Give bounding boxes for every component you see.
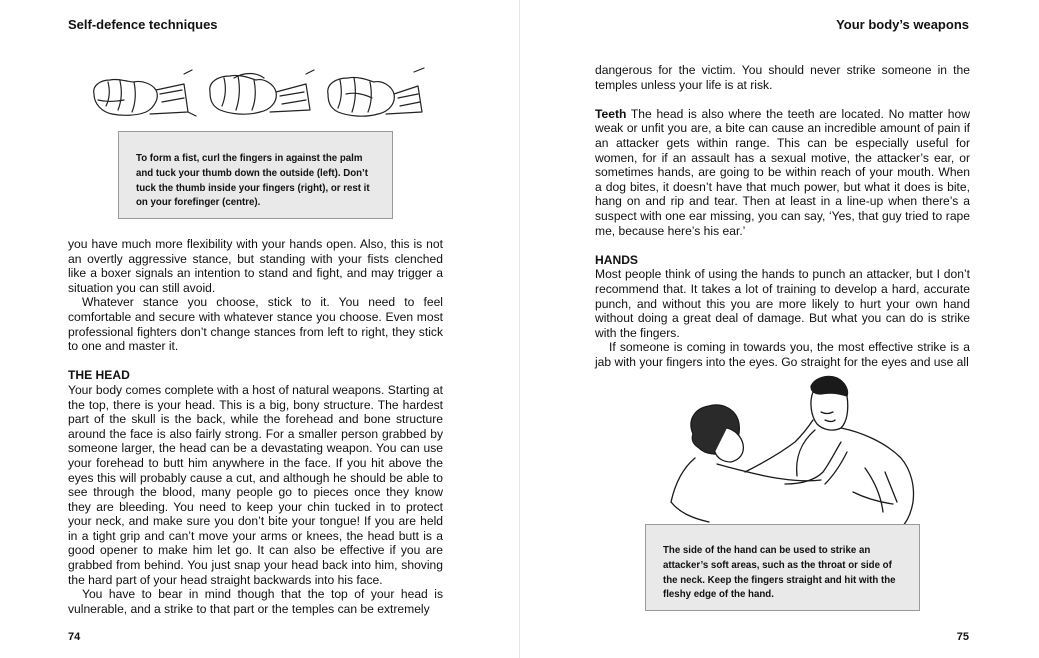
left-para-3: Your body comes complete with a host of natural weapons. Starting at the top, there is your head. This is a big, bony structure. The hardest part of the skull is the back, while the forehead and bone structure around the face is also fairly strong. For a smaller person grabbed by someone larger, the head can be a devastating weapon. You can use your forehead to butt him anywhere in the face. If you hit above the eyes this will probably cause a cut, and although he should be able to see through the blood, many people go to pieces once they know they are bleeding. You need to keep your chin tucked in to protect your neck, and make sure you don’t bite your tongue! If you are held in a tight grip and can’t move your arms or knees, the head butt is a good opener to make him let go. It can also be effective if you are grabbed from behind. You just snap your head back into him, shoving the hard part of your head straight backwards into his face. <box>68 382 443 587</box>
heading-hands: HANDS <box>595 252 639 267</box>
spacer <box>595 238 970 253</box>
page-number-left: 74 <box>68 631 81 643</box>
fist-figure-caption <box>118 131 393 219</box>
running-head-left: Self-defence techniques <box>68 17 218 32</box>
running-head-right: Your body’s weapons <box>836 17 969 32</box>
teeth-label: Teeth <box>595 106 627 121</box>
attacker-hair <box>811 376 848 396</box>
right-body-text <box>595 63 970 369</box>
right-page <box>520 0 1039 658</box>
attacker-head <box>811 392 848 430</box>
hand-strike-figure-caption <box>645 524 920 611</box>
teeth-text: The head is also where the teeth are located. No matter how weak or unfit you are, a bite can cause an incredible amount of pain if an attacker gets within range. This can be especially useful for women, for if an assault has a sexual motive, the attacker’s ear, or sometimes hands, are going to be within reach of your mouth. When a dog bites, it doesn’t have that much power, but what it does is bite, hang on and rip and tear. Then at least in a line-up when there’s a suspect with one ear missing, you can say, ‘Yes, that guy tried to rape me, because here’s his ear.’ <box>595 106 970 238</box>
spacer <box>68 354 443 369</box>
hand-strike-illustration <box>665 372 955 530</box>
teeth-paragraph <box>595 107 970 238</box>
fist-left-illustration <box>94 70 196 116</box>
left-page <box>0 0 519 658</box>
striking-arm <box>785 442 847 484</box>
fist-caption-text: To form a fist, curl the fingers in against the palm and tuck your thumb down the outside (left). Don’t tuck the thumb inside your fingers (right), or rest it on your forefinger (centre). <box>136 153 370 209</box>
defending-arm <box>745 420 813 472</box>
attacker-body <box>841 428 914 528</box>
left-para-4: You have to bear in mind though that the top of your head is vulnerable, and a strike to that part or the temples can be extremely <box>68 587 443 616</box>
fist-illustrations <box>84 64 429 136</box>
page-number-right: 75 <box>956 631 969 643</box>
fist-right-illustration <box>328 68 424 116</box>
fist-centre-illustration <box>210 70 314 114</box>
spacer <box>595 92 970 107</box>
left-para-1: you have much more flexibility with your hands open. Also, this is not an overtly aggressive stance, but standing with your fists clenched like a boxer signals an intention to stand and fight, and may trigger a situation you can still avoid. <box>68 237 443 295</box>
victim-shoulder <box>671 458 821 502</box>
hand-strike-caption-text: The side of the hand can be used to strike an attacker’s soft areas, such as the throat or side of the neck. Keep the fingers straight and hit with the fleshy edge of the hand. <box>663 545 896 601</box>
hands-para-1: Most people think of using the hands to punch an attacker, but I don’t recommend that. It takes a lot of training to develop a hard, accurate punch, and without this you are more likely to hurt your own hand without doing a great deal of damage. But what you can do is strike with the fingers. <box>595 267 970 340</box>
left-para-2: Whatever stance you choose, stick to it. You need to feel comfortable and secure with whatever stance you choose. Even most professional fighters don’t change stances from left to right, they stick to one and master it. <box>68 295 443 354</box>
left-body-text <box>68 237 443 616</box>
right-para-1: dangerous for the victim. You should never strike someone in the temples unless your life is at risk. <box>595 63 970 92</box>
heading-the-head: THE HEAD <box>68 368 130 383</box>
hands-para-2: If someone is coming in towards you, the most effective strike is a jab with your fingers into the eyes. Go straight for the eyes and use all <box>595 340 970 369</box>
